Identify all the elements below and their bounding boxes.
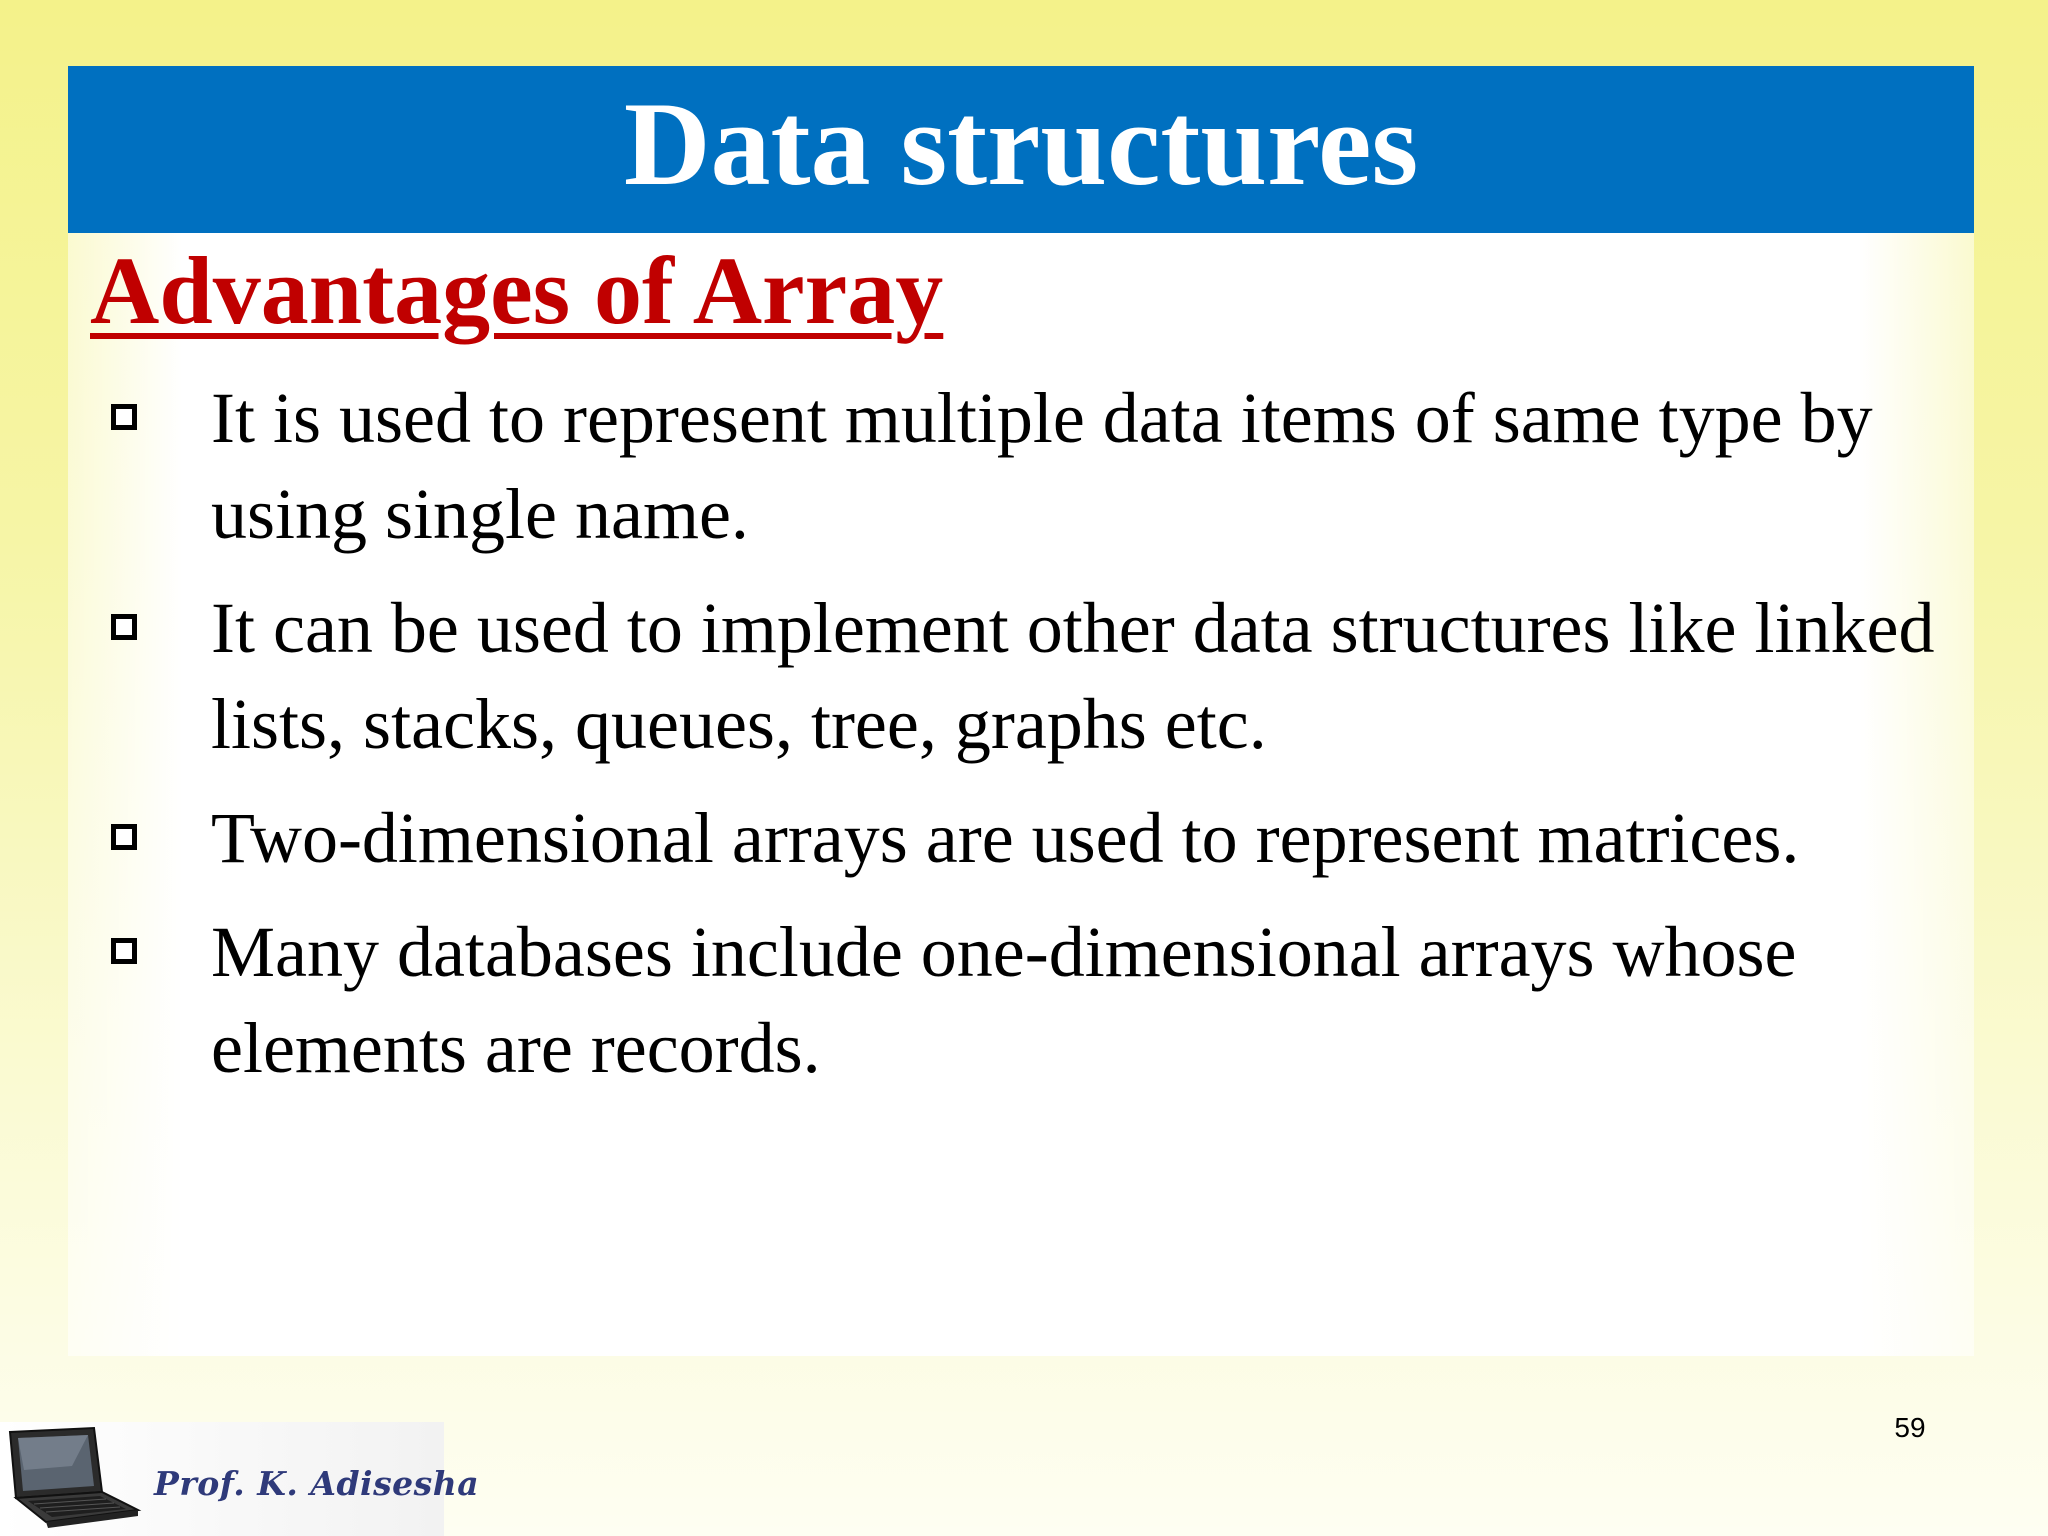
page-number: 59 bbox=[1894, 1412, 1926, 1443]
hollow-square-bullet-icon bbox=[111, 824, 137, 850]
bullet-text: Many databases include one-dimensional arrays whose elements are records. bbox=[211, 912, 1797, 1088]
author-name: Prof. K. Adisesha bbox=[154, 1464, 480, 1503]
title-bar bbox=[68, 66, 1974, 233]
bullet-item bbox=[100, 370, 1940, 562]
author-logo bbox=[0, 1422, 480, 1536]
slide-subtitle: Advantages of Array bbox=[90, 237, 944, 344]
laptop-icon bbox=[2, 1426, 142, 1530]
bullet-item bbox=[100, 790, 1940, 886]
hollow-square-bullet-icon bbox=[111, 938, 137, 964]
bullet-list bbox=[100, 370, 1940, 1114]
slide-title: Data structures bbox=[623, 76, 1419, 210]
bullet-text: It can be used to implement other data structures like linked lists, stacks, queues, tree, graphs etc. bbox=[211, 588, 1935, 764]
bullet-item bbox=[100, 904, 1940, 1096]
hollow-square-bullet-icon bbox=[111, 614, 137, 640]
bullet-text: It is used to represent multiple data items of same type by using single name. bbox=[211, 378, 1873, 554]
bullet-text: Two-dimensional arrays are used to represent matrices. bbox=[211, 798, 1800, 878]
bullet-item bbox=[100, 580, 1940, 772]
hollow-square-bullet-icon bbox=[111, 404, 137, 430]
